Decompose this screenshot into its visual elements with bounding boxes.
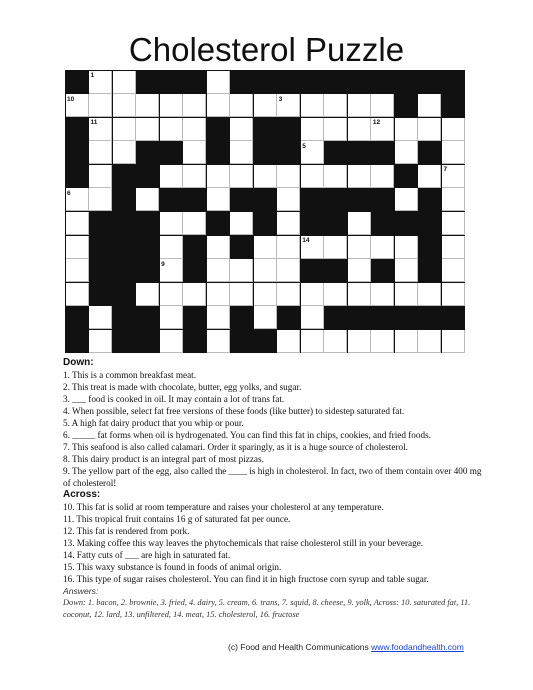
crossword-cell[interactable] [371, 283, 394, 306]
crossword-cell[interactable] [207, 330, 230, 353]
crossword-cell[interactable] [160, 330, 183, 353]
crossword-cell[interactable] [207, 94, 230, 117]
down-clue: 7. This seafood is also called calamari. Order it sparingly, as it is a huge source of cholesterol. [63, 442, 408, 452]
crossword-cell[interactable] [66, 283, 89, 306]
crossword-cell[interactable] [207, 259, 230, 282]
across-clue: 10. This fat is solid at room temperature and raises your cholesterol at any temperature. [63, 502, 384, 512]
crossword-cell[interactable] [277, 259, 300, 282]
clue-number: 6 [67, 189, 71, 197]
crossword-cell[interactable] [442, 330, 465, 353]
crossword-cell[interactable] [324, 283, 347, 306]
crossword-cell[interactable] [277, 165, 300, 188]
answers-text: Down: 1. bacon, 2. brownie, 3. fried, 4. dairy, 5. cream, 6. trans, 7. squid, 8. cheese, 9. yolk, Across: 10. saturated fat, 11. coconut, 12. lard, 13. unfiltered, 14. meat, 15. cholesterol, 16. fructose [63, 598, 471, 619]
crossword-cell[interactable] [89, 330, 112, 353]
crossword-cell[interactable] [230, 118, 253, 141]
crossword-cell[interactable] [89, 165, 112, 188]
crossword-cell[interactable] [418, 165, 441, 188]
down-clue: 1. This is a common breakfast meat. [63, 370, 197, 380]
footer [228, 642, 464, 652]
crossword-cell[interactable] [160, 94, 183, 117]
crossword-cell[interactable] [277, 283, 300, 306]
down-clue: 2. This treat is made with chocolate, butter, egg yolks, and sugar. [63, 382, 302, 392]
crossword-cell[interactable] [442, 212, 465, 235]
clue-number: 1 [90, 72, 95, 79]
crossword-cell[interactable] [183, 283, 206, 306]
answers-section [63, 585, 483, 621]
website-link[interactable]: www.foodandhealth.com [371, 642, 464, 652]
crossword-cell[interactable] [348, 212, 371, 235]
crossword-cell[interactable] [395, 236, 418, 259]
clue-number: 12 [372, 119, 381, 127]
crossword-cell[interactable] [277, 212, 300, 235]
crossword-cell[interactable] [136, 188, 159, 211]
crossword-cell[interactable] [183, 141, 206, 164]
crossword-cell[interactable] [348, 94, 371, 117]
down-heading: Down: [63, 357, 94, 368]
crossword-cell[interactable] [207, 165, 230, 188]
copyright-credit: (c) Food and Health Communications [228, 642, 369, 652]
crossword-cell[interactable] [348, 236, 371, 259]
down-clue: 3. ___ food is cooked in oil. It may contain a lot of trans fat. [63, 394, 285, 404]
crossword-cell[interactable] [301, 306, 324, 329]
crossword-cell[interactable] [395, 330, 418, 353]
crossword-cell[interactable] [371, 330, 394, 353]
crossword-cell[interactable] [277, 330, 300, 353]
crossword-cell[interactable] [207, 283, 230, 306]
crossword-cell[interactable] [207, 188, 230, 211]
crossword-cell[interactable] [113, 94, 136, 117]
clue-number: 8 [208, 213, 212, 221]
crossword-cell[interactable] [395, 259, 418, 282]
crossword-cell[interactable] [277, 236, 300, 259]
down-clue: 5. A high fat dairy product that you whip or pour. [63, 418, 244, 428]
crossword-cell[interactable] [230, 283, 253, 306]
crossword-cell[interactable] [160, 236, 183, 259]
clue-number: 7 [443, 166, 448, 174]
crossword-cell[interactable] [207, 236, 230, 259]
down-clue: 9. The yellow part of the egg, also called the ____ is high in cholesterol. In fact, two of them contain over 400 mg of cholesterol! [63, 466, 482, 488]
crossword-cell[interactable] [442, 188, 465, 211]
crossword-cell[interactable] [89, 188, 112, 211]
crossword-cell[interactable] [183, 118, 206, 141]
crossword-cell[interactable] [136, 283, 159, 306]
crossword-cell[interactable] [207, 71, 230, 94]
clue-number: 13 [137, 166, 145, 174]
crossword-cell[interactable] [301, 283, 324, 306]
crossword-cell[interactable] [395, 141, 418, 164]
crossword-cell[interactable] [160, 212, 183, 235]
crossword-cell[interactable] [324, 165, 347, 188]
crossword-cell[interactable] [254, 283, 277, 306]
across-clue: 12. This fat is rendered from pork. [63, 526, 190, 536]
across-clue-list [63, 501, 483, 585]
crossword-cell[interactable] [160, 165, 183, 188]
down-clue-list [63, 369, 483, 489]
clue-number: 16 [255, 331, 263, 339]
crossword-cell[interactable] [66, 236, 89, 259]
clue-number: 2 [161, 72, 165, 79]
crossword-cell[interactable] [301, 165, 324, 188]
crossword-cell[interactable] [254, 94, 277, 117]
crossword-cell[interactable] [371, 236, 394, 259]
crossword-cell[interactable] [254, 236, 277, 259]
crossword-cell[interactable] [301, 330, 324, 353]
crossword-cell[interactable] [183, 94, 206, 117]
crossword-cell[interactable] [442, 118, 465, 141]
answers-heading: Answers: [63, 586, 99, 596]
crossword-cell[interactable] [254, 165, 277, 188]
across-clue: 15. This waxy substance is found in foods of animal origin. [63, 562, 282, 572]
crossword-cell[interactable] [230, 94, 253, 117]
across-clue: 14. Fatty cuts of ___ are high in saturated fat. [63, 550, 231, 560]
crossword-cell[interactable] [254, 259, 277, 282]
crossword-cell[interactable] [324, 330, 347, 353]
crossword-cell[interactable] [442, 141, 465, 164]
crossword-cell[interactable] [301, 118, 324, 141]
crossword-cell[interactable] [442, 236, 465, 259]
clue-number: 14 [302, 237, 310, 245]
crossword-cell[interactable] [89, 141, 112, 164]
crossword-cell[interactable] [183, 212, 206, 235]
crossword-cell[interactable] [160, 118, 183, 141]
crossword-cell[interactable] [66, 259, 89, 282]
clue-number: 15 [114, 284, 122, 292]
crossword-cell[interactable] [136, 94, 159, 117]
crossword-cell[interactable] [160, 306, 183, 329]
across-heading: Across: [63, 489, 101, 500]
crossword-cell[interactable] [89, 306, 112, 329]
crossword-cell[interactable] [371, 94, 394, 117]
crossword-cell[interactable] [230, 141, 253, 164]
crossword-cell[interactable] [324, 236, 347, 259]
clues-section [63, 357, 483, 585]
crossword-cell[interactable] [207, 306, 230, 329]
down-clue: 6. _____ fat forms when oil is hydrogenated. You can find this fat in chips, cookies, and fried foods. [63, 430, 431, 440]
across-clue: 16. This type of sugar raises cholesterol. You can find it in high fructose corn syrup and table sugar. [63, 574, 429, 584]
crossword-cell[interactable] [395, 283, 418, 306]
crossword-cell[interactable] [371, 165, 394, 188]
crossword-cell[interactable] [418, 118, 441, 141]
crossword-cell[interactable] [254, 306, 277, 329]
crossword-grid [65, 70, 465, 353]
crossword-cell[interactable] [418, 330, 441, 353]
crossword-cell[interactable] [348, 259, 371, 282]
crossword-cell[interactable] [113, 141, 136, 164]
crossword-cell[interactable] [89, 94, 112, 117]
crossword-cell[interactable] [395, 118, 418, 141]
crossword-cell[interactable] [136, 118, 159, 141]
crossword-cell[interactable] [183, 165, 206, 188]
across-clue: 11. This tropical fruit contains 16 g of saturated fat per ounce. [63, 514, 291, 524]
crossword-cell[interactable] [348, 330, 371, 353]
crossword-cell[interactable] [66, 212, 89, 235]
crossword-cell[interactable] [160, 283, 183, 306]
across-clue: 13. Making coffee this way leaves the phytochemicals that raise cholesterol still in your beverage. [63, 538, 424, 548]
crossword-cell[interactable] [230, 212, 253, 235]
clue-number: 4 [396, 95, 401, 103]
crossword-cell[interactable] [301, 94, 324, 117]
clue-number: 3 [278, 95, 283, 103]
crossword-cell[interactable] [230, 259, 253, 282]
crossword-cell[interactable] [442, 283, 465, 306]
clue-number: 10 [67, 95, 75, 103]
crossword-cell[interactable] [348, 118, 371, 141]
crossword-cell[interactable] [277, 188, 300, 211]
crossword-cell[interactable] [113, 71, 136, 94]
crossword-cell[interactable] [230, 165, 253, 188]
crossword-cell[interactable] [324, 118, 347, 141]
page-title: Cholesterol Puzzle [128, 31, 405, 68]
crossword-cell[interactable] [324, 94, 347, 117]
crossword-cell[interactable] [418, 283, 441, 306]
crossword-cell[interactable] [418, 94, 441, 117]
down-clue: 4. When possible, select fat free versions of these foods (like butter) to sidestep saturated fat. [63, 406, 405, 416]
crossword-cell[interactable] [395, 188, 418, 211]
crossword-cell[interactable] [348, 165, 371, 188]
down-clue: 8. This dairy product is an integral part of most pizzas. [63, 454, 264, 464]
clue-number: 5 [302, 142, 306, 150]
clue-number: 9 [161, 260, 165, 268]
crossword-cell[interactable] [113, 118, 136, 141]
crossword-cell[interactable] [348, 283, 371, 306]
clue-number: 11 [90, 119, 98, 127]
crossword-cell[interactable] [442, 259, 465, 282]
